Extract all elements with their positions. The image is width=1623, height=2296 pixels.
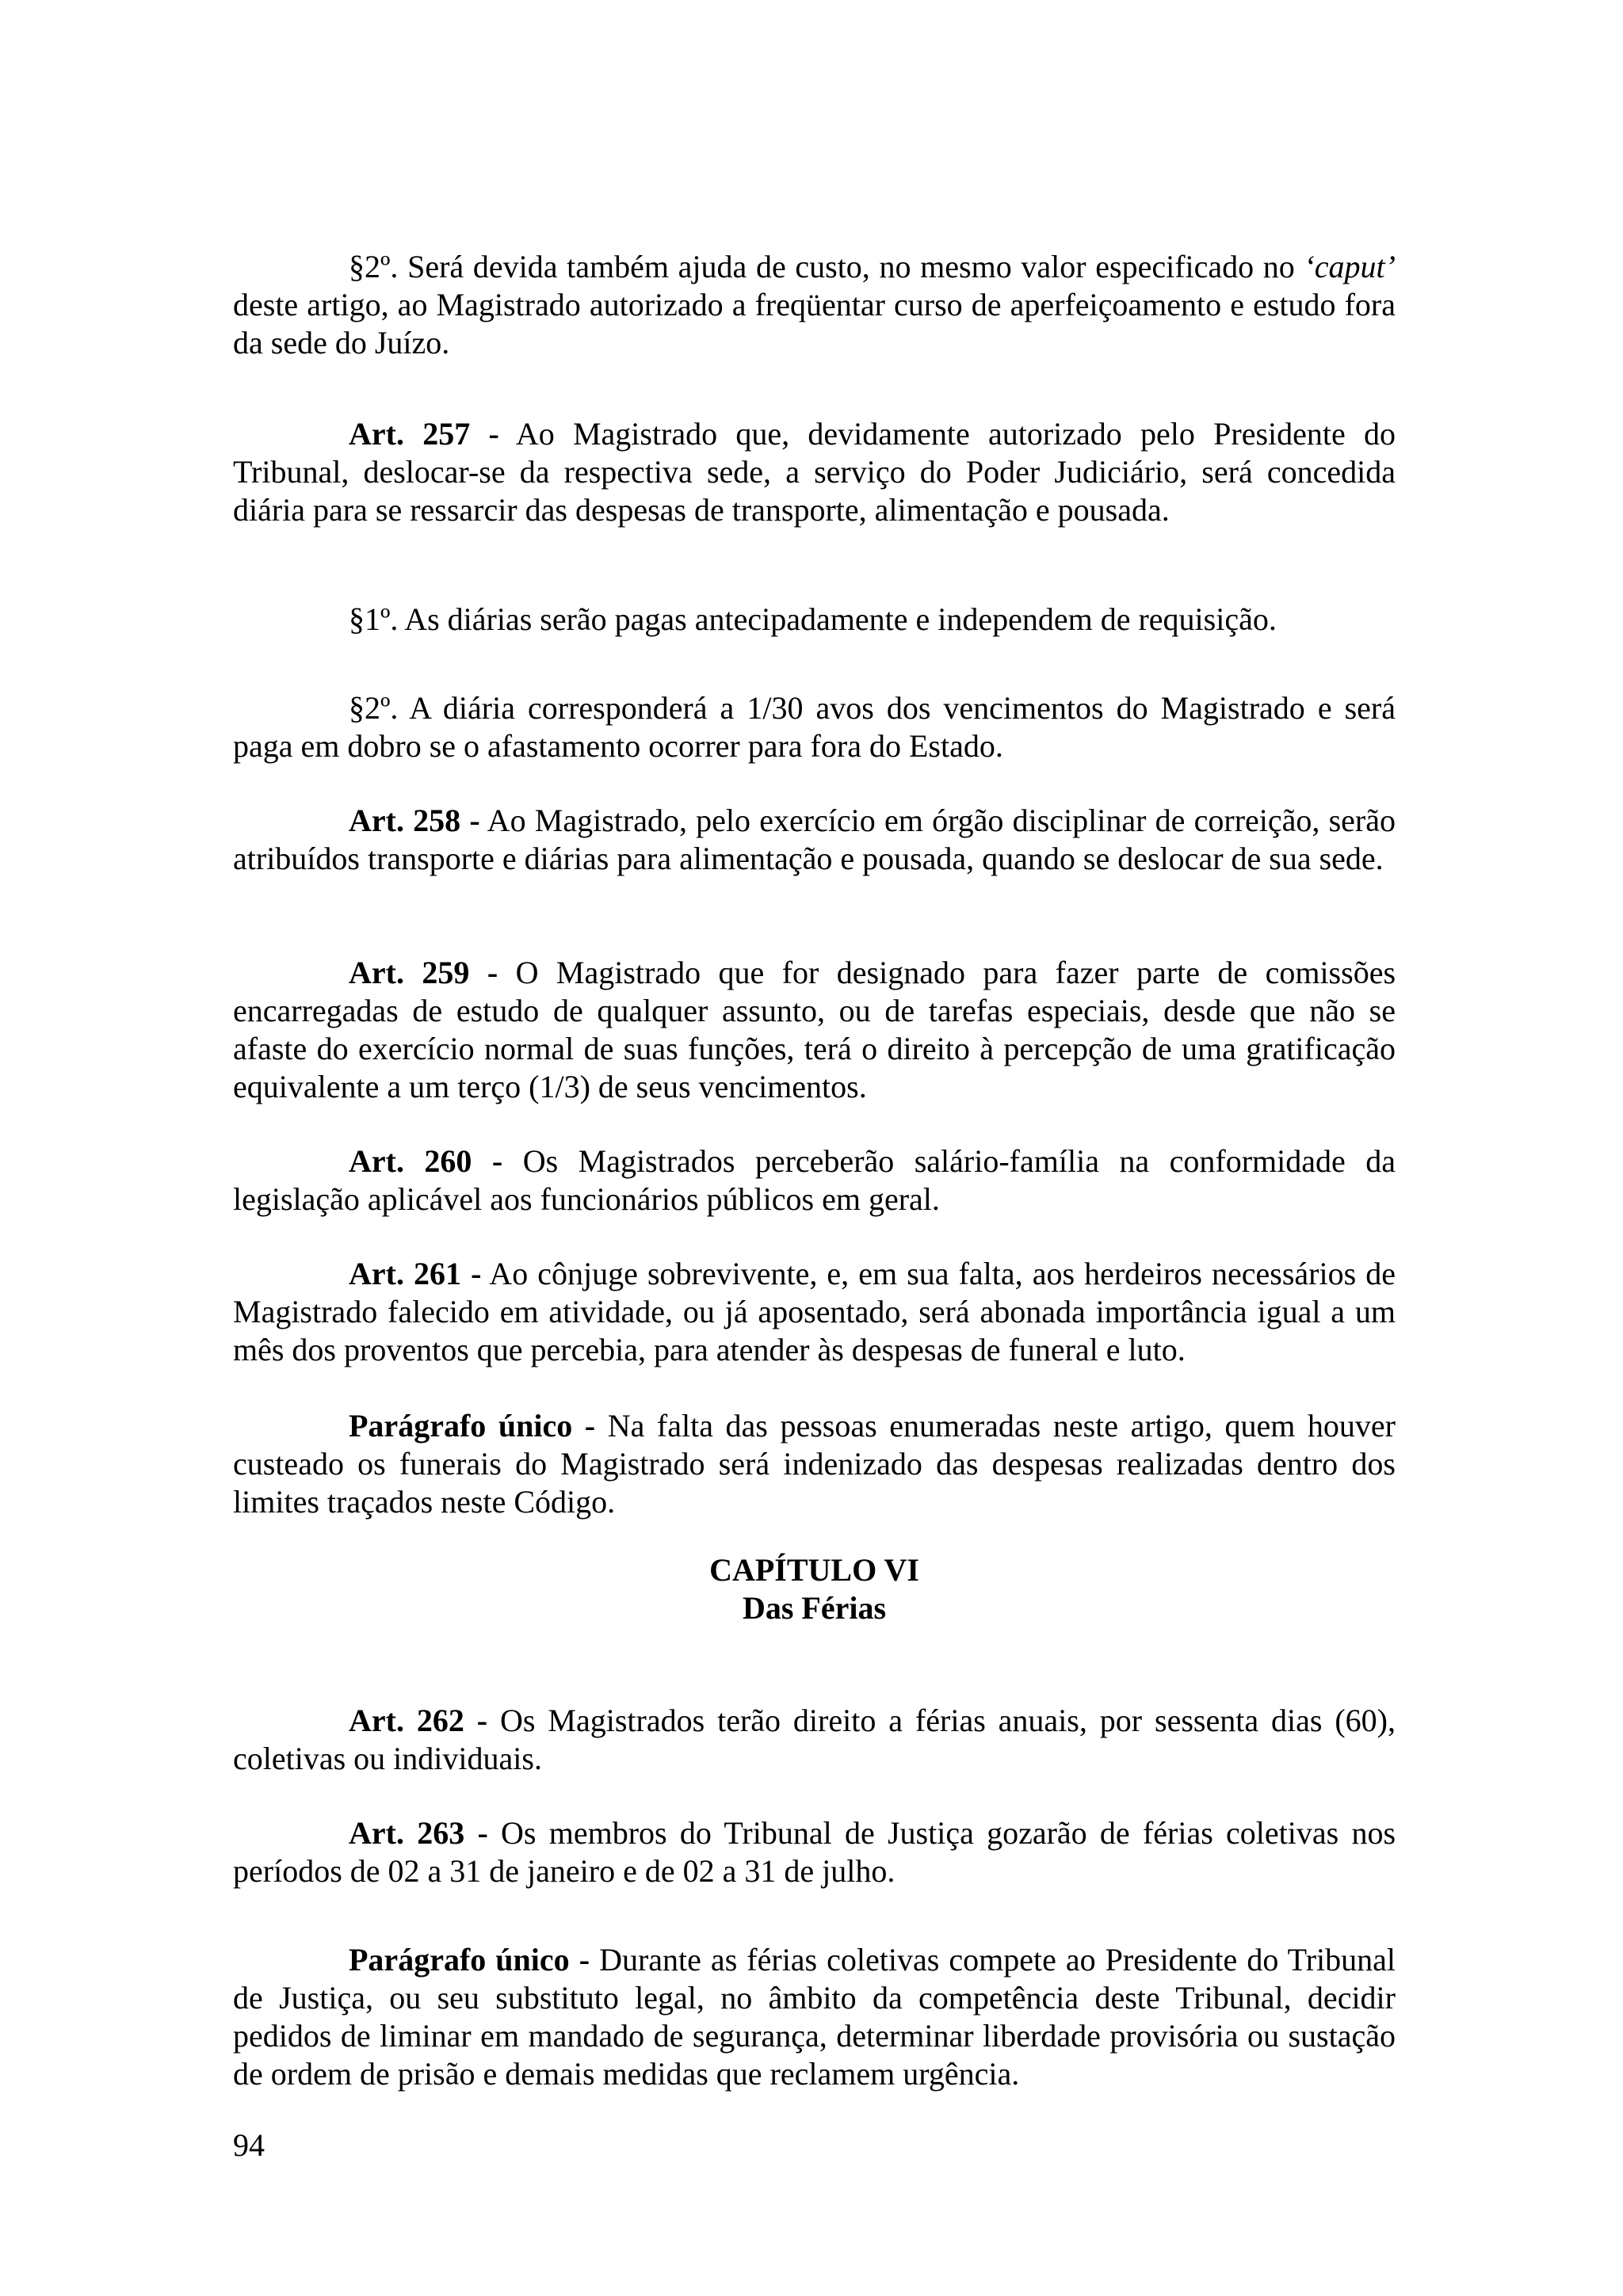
chapter-subtitle: Das Férias — [742, 1590, 887, 1626]
paragraph-art257-par2 — [233, 689, 1396, 765]
paragraph-text: §2º. Será devida também ajuda de custo, no mesmo valor especificado no — [349, 249, 1304, 284]
article-label: Art. 258 - — [349, 803, 480, 838]
paragraph-text: Ao Magistrado, pelo exercício em órgão disciplinar de correição, serão atribuídos transporte e diárias para alimentação e pousada, quando se deslocar de sua sede. — [233, 803, 1396, 876]
paragraph-art259 — [233, 954, 1396, 1106]
paragraph-text: §1º. As diárias serão pagas antecipadamente e independem de requisição. — [349, 601, 1277, 637]
paragraph-text: Os Magistrados perceberão salário-família na conformidade da legislação aplicável aos funcionários públicos em geral. — [233, 1143, 1396, 1217]
article-label: Art. 259 - — [349, 955, 498, 990]
italic-term: ‘caput’ — [1304, 249, 1396, 284]
article-label: Art. 261 - — [349, 1256, 482, 1291]
paragraph-art256-par2 — [233, 248, 1396, 362]
paragraph-text: Os Magistrados terão direito a férias anuais, por sessenta dias (60), coletivas ou individuais. — [233, 1703, 1396, 1776]
article-label: Art. 260 - — [349, 1143, 503, 1179]
paragraph-text: Ao Magistrado que, devidamente autorizado pelo Presidente do Tribunal, deslocar-se da respectiva sede, a serviço do Poder Judiciário, será concedida diária para se ressarcir das despesas de transporte, alimentação e pousada. — [233, 416, 1396, 528]
paragraph-art260 — [233, 1142, 1396, 1219]
paragraph-text: Os membros do Tribunal de Justiça gozarão de férias coletivas nos períodos de 02 a 31 de janeiro e de 02 a 31 de julho. — [233, 1815, 1396, 1889]
chapter-title: CAPÍTULO VI — [709, 1552, 919, 1588]
paragraph-art262 — [233, 1702, 1396, 1778]
paragraph-text: deste artigo, ao Magistrado autorizado a freqüentar curso de aperfeiçoamento e estudo fora da sede do Juízo. — [233, 287, 1396, 360]
paragraph-art257 — [233, 415, 1396, 529]
paragraph-text: Na falta das pessoas enumeradas neste artigo, quem houver custeado os funerais do Magistrado será indenizado das despesas realizadas dentro dos limites traçados neste Código. — [233, 1408, 1396, 1520]
paragraph-art258 — [233, 802, 1396, 878]
paragraph-art257-par1 — [233, 601, 1396, 639]
page-number: 94 — [233, 2127, 265, 2163]
paragraph-art261-single — [233, 1407, 1396, 1521]
article-label: Art. 263 - — [349, 1815, 488, 1851]
article-label: Art. 262 - — [349, 1703, 488, 1738]
paragraph-art263-single — [233, 1941, 1396, 2093]
paragraph-text: Durante as férias coletivas compete ao Presidente do Tribunal de Justiça, ou seu substituto legal, no âmbito da competência deste Tribunal, decidir pedidos de liminar em mandado de segurança, determinar liberdade provisória ou sustação de ordem de prisão e demais medidas que reclamem urgência. — [233, 1942, 1396, 2092]
paragraph-art261 — [233, 1255, 1396, 1369]
paragraph-art263 — [233, 1814, 1396, 1890]
paragraph-text: O Magistrado que for designado para fazer parte de comissões encarregadas de estudo de qualquer assunto, ou de tarefas especiais, desde que não se afaste do exercício normal de suas funções, terá o direito à percepção de uma gratificação equivalente a um terço (1/3) de seus vencimentos. — [233, 955, 1396, 1104]
paragraph-text: §2º. A diária corresponderá a 1/30 avos dos vencimentos do Magistrado e será paga em dobro se o afastamento ocorrer para fora do Estado. — [233, 690, 1396, 764]
article-label: Art. 257 - — [349, 416, 499, 452]
article-label: Parágrafo único - — [349, 1408, 596, 1444]
article-label: Parágrafo único - — [349, 1942, 590, 1978]
paragraph-text: Ao cônjuge sobrevivente, e, em sua falta, aos herdeiros necessários de Magistrado falecido em atividade, ou já aposentado, será abonada importância igual a um mês dos proventos que percebia, para atender às despesas de funeral e luto. — [233, 1256, 1396, 1367]
